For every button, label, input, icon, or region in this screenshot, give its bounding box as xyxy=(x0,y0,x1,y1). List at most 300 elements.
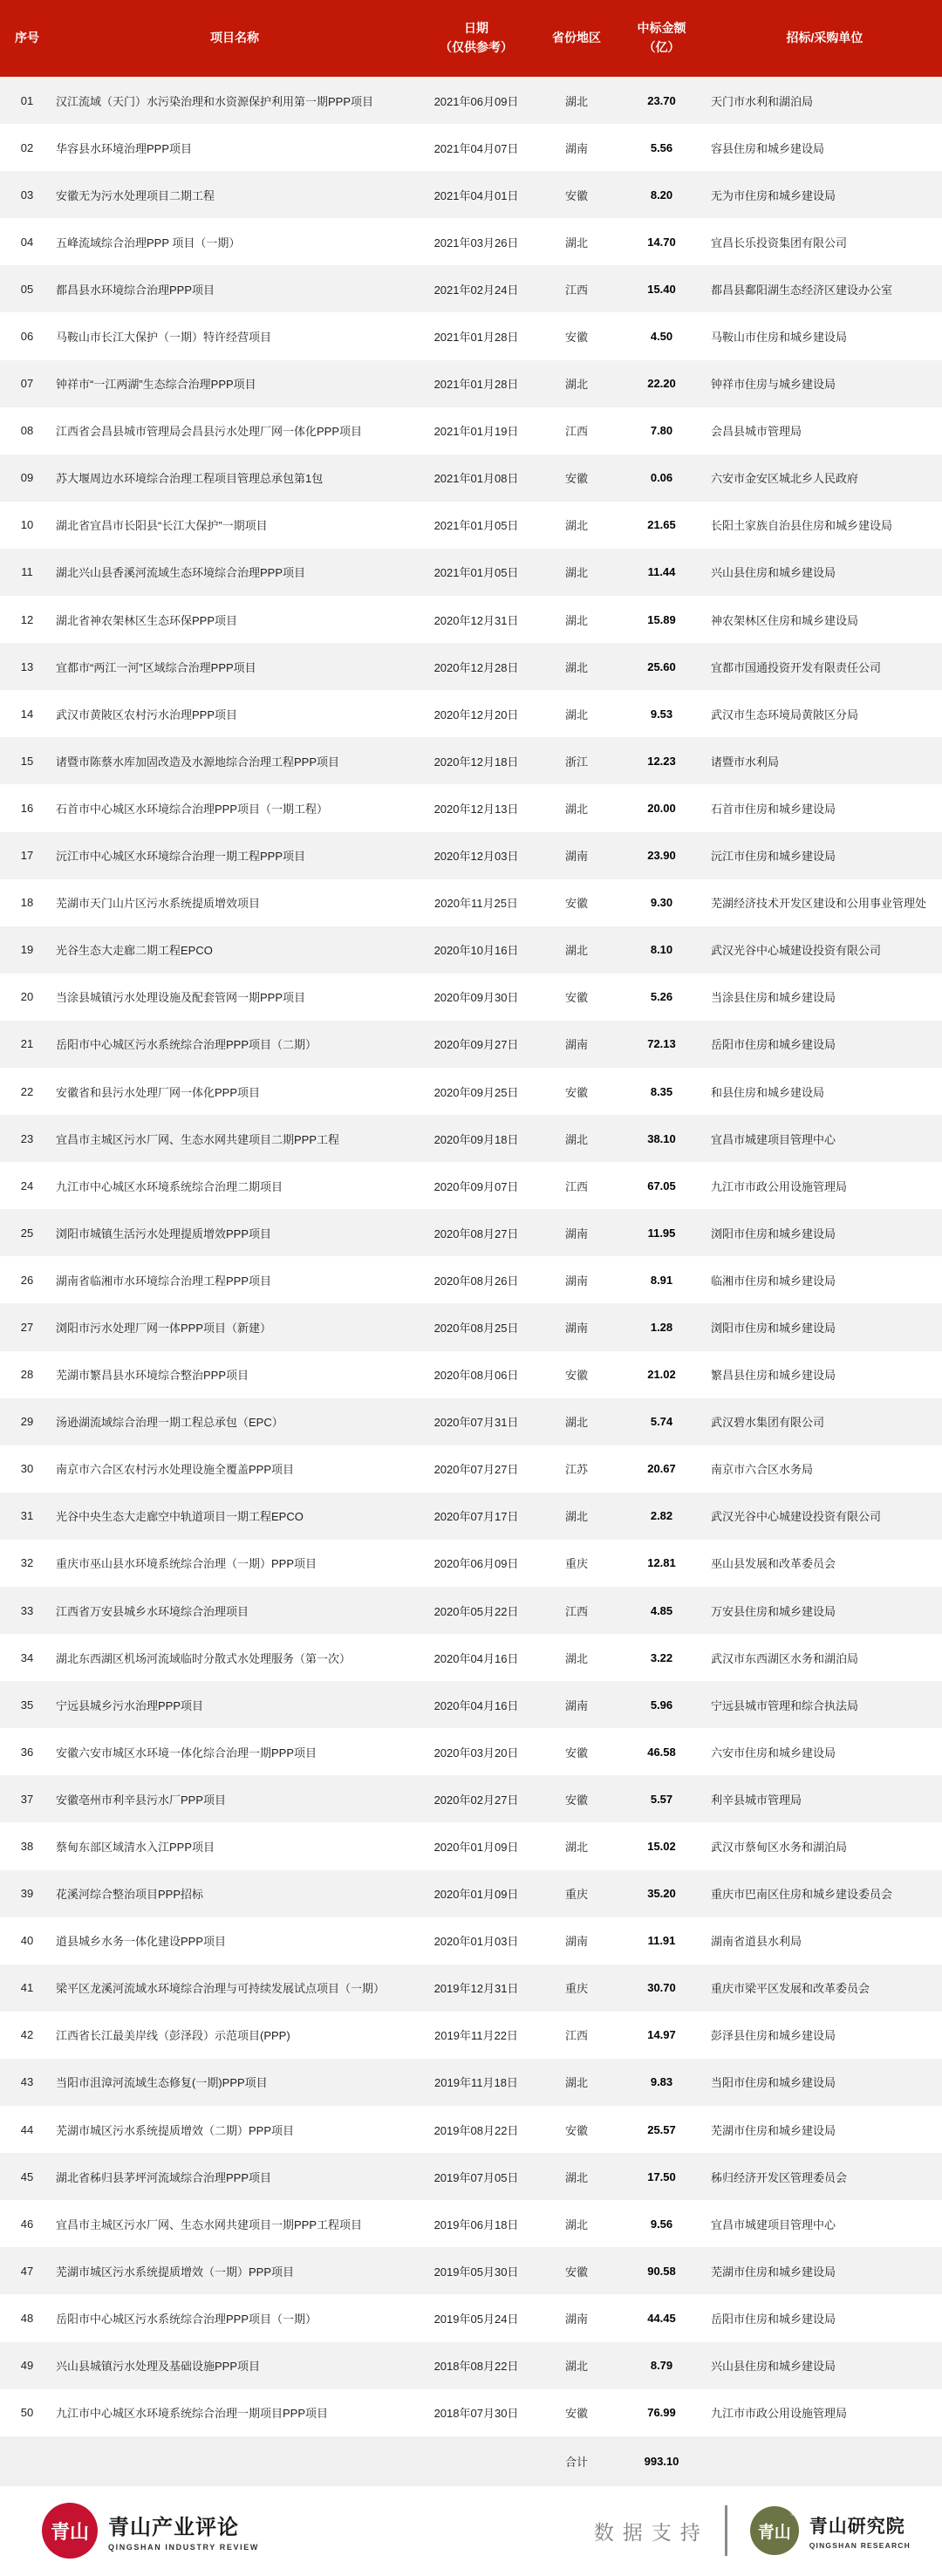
table-row xyxy=(0,1351,942,1398)
row-amount: 11.91 xyxy=(647,1934,676,1948)
row-project-name: 芜湖市城区污水系统提质增效（二期）PPP项目 xyxy=(56,2123,295,2137)
row-date: 2021年01月08日 xyxy=(433,472,519,486)
row-agency: 岳阳市住房和城乡建设局 xyxy=(711,1038,836,1052)
row-agency: 利辛县城市管理局 xyxy=(711,1793,802,1807)
row-project-name: 梁平区龙溪河流域水环境综合治理与可持续发展试点项目（一期） xyxy=(56,1982,386,1996)
table-row xyxy=(0,1021,942,1068)
row-agency: 万安县住房和城乡建设局 xyxy=(711,1604,836,1618)
row-seq: 43 xyxy=(20,2075,34,2089)
row-agency: 六安市金安区城北乡人民政府 xyxy=(711,472,859,486)
row-amount: 20.00 xyxy=(647,801,676,815)
table-row xyxy=(0,1256,942,1303)
table-row xyxy=(0,360,942,407)
row-seq: 31 xyxy=(20,1509,34,1523)
row-amount: 15.02 xyxy=(647,1840,676,1854)
row-agency: 芜湖市住房和城乡建设局 xyxy=(711,2123,836,2137)
row-agency: 天门市水利和湖泊局 xyxy=(711,94,814,108)
row-date: 2020年08月25日 xyxy=(433,1321,519,1335)
row-province: 湖北 xyxy=(564,944,588,958)
row-seq: 23 xyxy=(20,1131,34,1145)
row-date: 2021年06月09日 xyxy=(433,94,519,108)
row-seq: 45 xyxy=(20,2169,34,2183)
row-date: 2021年01月28日 xyxy=(433,331,519,345)
row-date: 2020年01月09日 xyxy=(433,1841,519,1855)
row-date: 2019年07月05日 xyxy=(433,2170,519,2184)
row-seq: 27 xyxy=(20,1320,34,1334)
row-amount: 2.82 xyxy=(650,1509,673,1523)
row-seq: 47 xyxy=(20,2264,34,2278)
row-province: 湖北 xyxy=(564,707,588,721)
row-amount: 8.10 xyxy=(650,943,673,957)
row-agency: 宜昌长乐投资集团有限公司 xyxy=(711,236,848,249)
row-province: 重庆 xyxy=(564,1557,588,1571)
qingshan-research-title: 青山研究院 xyxy=(809,2516,905,2537)
row-seq: 13 xyxy=(20,659,34,673)
row-amount: 21.65 xyxy=(647,518,676,532)
table-row xyxy=(0,926,942,974)
row-seq: 20 xyxy=(20,990,34,1004)
row-agency: 马鞍山市住房和城乡建设局 xyxy=(711,331,848,345)
row-agency: 六安市住房和城乡建设局 xyxy=(711,1746,836,1759)
row-date: 2019年11月18日 xyxy=(434,2076,518,2090)
total-label: 合计 xyxy=(564,2455,588,2469)
row-agency: 芜湖经济技术开发区建设和公用事业管理处 xyxy=(711,897,927,911)
row-agency: 当涂县住房和城乡建设局 xyxy=(711,991,836,1005)
row-agency: 宜都市国通投资开发有限责任公司 xyxy=(711,660,882,674)
row-amount: 23.70 xyxy=(647,93,676,107)
header-amount xyxy=(616,19,707,57)
row-project-name: 道县城乡水务一体化建设PPP项目 xyxy=(56,1935,227,1949)
row-seq: 22 xyxy=(20,1084,34,1098)
row-date: 2020年11月25日 xyxy=(434,897,518,911)
row-agency: 彭泽县住房和城乡建设局 xyxy=(711,2029,836,2043)
row-province: 江西 xyxy=(564,425,588,439)
row-agency: 武汉市东西湖区水务和湖泊局 xyxy=(711,1651,859,1665)
table-row xyxy=(0,2247,942,2294)
row-seq: 36 xyxy=(20,1745,34,1759)
row-province: 重庆 xyxy=(564,1888,588,1902)
row-seq: 24 xyxy=(20,1179,34,1192)
table-row xyxy=(0,549,942,596)
row-agency: 兴山县住房和城乡建设局 xyxy=(711,566,836,580)
header-province: 省份地区 xyxy=(552,31,601,45)
row-amount: 90.58 xyxy=(647,2264,676,2278)
table-header-row xyxy=(0,0,942,77)
row-project-name: 湖北东西湖区机场河流域临时分散式水处理服务（第一次） xyxy=(56,1651,352,1665)
row-project-name: 江西省万安县城乡水环境综合治理项目 xyxy=(56,1604,249,1618)
row-province: 安徽 xyxy=(564,2123,588,2137)
row-agency: 重庆市梁平区发展和改革委员会 xyxy=(711,1982,870,1996)
row-seq: 33 xyxy=(20,1603,34,1617)
header-seq: 序号 xyxy=(15,31,39,45)
qingshan-research-subtitle: QINGSHAN RESEARCH xyxy=(809,2540,911,2550)
row-agency: 秭归经济开发区管理委员会 xyxy=(711,2170,848,2184)
total-value: 993.10 xyxy=(644,2454,679,2468)
row-project-name: 诸暨市陈蔡水库加固改造及水源地综合治理工程PPP项目 xyxy=(56,755,340,769)
header-date-line1: 日期 xyxy=(464,21,488,36)
table-row xyxy=(0,2342,942,2389)
row-amount: 12.23 xyxy=(647,754,676,768)
row-agency: 宁远县城市管理和综合执法局 xyxy=(711,1698,859,1712)
row-seq: 42 xyxy=(20,2028,34,2042)
row-date: 2020年10月16日 xyxy=(433,944,519,958)
table-row xyxy=(0,1587,942,1634)
row-agency: 长阳土家族自治县住房和城乡建设局 xyxy=(711,519,893,533)
row-seq: 35 xyxy=(20,1698,34,1712)
row-province: 湖南 xyxy=(564,1698,588,1712)
table-row xyxy=(0,1493,942,1540)
row-agency: 钟祥市住房与城乡建设局 xyxy=(711,378,836,392)
row-agency: 诸暨市水利局 xyxy=(711,755,780,769)
row-amount: 12.81 xyxy=(647,1556,676,1570)
row-date: 2020年12月03日 xyxy=(433,850,519,864)
row-province: 湖南 xyxy=(564,1935,588,1949)
qingshan-review-brand xyxy=(42,2503,259,2559)
row-project-name: 江西省会昌县城市管理局会昌县污水处理厂网一体化PPP项目 xyxy=(56,425,363,439)
header-amount-line2: （亿） xyxy=(643,40,680,54)
row-project-name: 安徽无为污水处理项目二期工程 xyxy=(56,188,215,202)
row-seq: 12 xyxy=(20,612,34,626)
row-amount: 8.91 xyxy=(650,1273,673,1287)
row-seq: 29 xyxy=(20,1415,34,1429)
row-project-name: 当阳市沮漳河流域生态修复(一期)PPP项目 xyxy=(56,2076,268,2090)
row-project-name: 苏大堰周边水环境综合治理工程项目管理总承包第1包 xyxy=(56,472,324,486)
table-row xyxy=(0,312,942,359)
row-amount: 4.85 xyxy=(650,1603,673,1617)
data-support-label: 数据支持 xyxy=(593,2520,709,2544)
row-agency: 神农架林区住房和城乡建设局 xyxy=(711,613,859,627)
table-row xyxy=(0,1917,942,1964)
row-province: 湖北 xyxy=(564,613,588,627)
row-date: 2019年06月18日 xyxy=(433,2217,519,2231)
row-agency: 芜湖市住房和城乡建设局 xyxy=(711,2265,836,2279)
row-project-name: 岳阳市中心城区污水系统综合治理PPP项目（一期） xyxy=(56,2312,317,2326)
row-seq: 09 xyxy=(20,471,34,485)
table-row xyxy=(0,124,942,171)
row-agency: 岳阳市住房和城乡建设局 xyxy=(711,2312,836,2326)
divider xyxy=(725,2505,727,2556)
row-date: 2021年01月28日 xyxy=(433,378,519,392)
row-date: 2020年09月30日 xyxy=(433,991,519,1005)
row-agency: 武汉碧水集团有限公司 xyxy=(711,1416,825,1430)
table-row xyxy=(0,690,942,737)
row-amount: 22.20 xyxy=(647,377,676,391)
row-date: 2020年07月27日 xyxy=(433,1463,519,1477)
row-date: 2021年04月07日 xyxy=(433,141,519,155)
row-province: 安徽 xyxy=(564,1793,588,1807)
row-amount: 9.56 xyxy=(650,2217,673,2231)
row-project-name: 宁远县城乡污水治理PPP项目 xyxy=(56,1698,204,1712)
row-amount: 9.53 xyxy=(650,707,673,721)
row-seq: 02 xyxy=(20,140,34,154)
table-row xyxy=(0,1870,942,1917)
row-agency: 石首市住房和城乡建设局 xyxy=(711,802,836,816)
row-project-name: 当涂县城镇污水处理设施及配套管网一期PPP项目 xyxy=(56,991,306,1005)
row-province: 安徽 xyxy=(564,472,588,486)
row-province: 安徽 xyxy=(564,2407,588,2421)
registered-mark: ® xyxy=(790,2511,795,2518)
row-province: 湖北 xyxy=(564,236,588,249)
row-date: 2020年08月26日 xyxy=(433,1274,519,1288)
row-province: 安徽 xyxy=(564,331,588,345)
row-province: 湖北 xyxy=(564,1841,588,1855)
row-date: 2020年12月20日 xyxy=(433,707,519,721)
row-agency: 重庆市巴南区住房和城乡建设委员会 xyxy=(711,1888,893,1902)
row-seq: 40 xyxy=(20,1934,34,1948)
row-amount: 0.06 xyxy=(650,471,673,485)
row-agency: 湖南省道县水利局 xyxy=(711,1935,802,1949)
row-province: 湖南 xyxy=(564,1038,588,1052)
row-date: 2020年09月18日 xyxy=(433,1132,519,1146)
row-amount: 14.70 xyxy=(647,235,676,249)
row-seq: 34 xyxy=(20,1650,34,1664)
row-date: 2020年07月31日 xyxy=(433,1416,519,1430)
row-project-name: 芜湖市繁昌县水环境综合整治PPP项目 xyxy=(56,1369,249,1383)
row-seq: 28 xyxy=(20,1368,34,1382)
row-province: 湖北 xyxy=(564,802,588,816)
row-date: 2018年07月30日 xyxy=(433,2407,519,2421)
row-province: 湖北 xyxy=(564,566,588,580)
row-amount: 38.10 xyxy=(647,1131,676,1145)
row-province: 安徽 xyxy=(564,897,588,911)
table-row xyxy=(0,879,942,926)
row-project-name: 光谷中央生态大走廊空中轨道项目一期工程EPCO xyxy=(56,1510,304,1524)
row-amount: 5.26 xyxy=(650,990,673,1004)
row-date: 2019年11月22日 xyxy=(434,2029,518,2043)
row-project-name: 蔡甸东部区域清水入江PPP项目 xyxy=(56,1841,215,1855)
row-amount: 25.57 xyxy=(647,2122,676,2136)
table-row xyxy=(0,1775,942,1822)
row-date: 2019年12月31日 xyxy=(433,1982,519,1996)
footer xyxy=(0,2486,942,2576)
row-amount: 5.74 xyxy=(650,1415,673,1429)
table-row xyxy=(0,1964,942,2012)
table-row xyxy=(0,2106,942,2153)
row-agency: 九江市市政公用设施管理局 xyxy=(711,1179,848,1193)
row-date: 2021年01月19日 xyxy=(433,425,519,439)
row-project-name: 马鞍山市长江大保护（一期）特许经营项目 xyxy=(56,331,272,345)
table-row xyxy=(0,2294,942,2341)
row-seq: 41 xyxy=(20,1981,34,1995)
row-agency: 沅江市住房和城乡建设局 xyxy=(711,850,836,864)
table-row xyxy=(0,2059,942,2106)
row-seq: 32 xyxy=(20,1556,34,1570)
row-province: 安徽 xyxy=(564,1369,588,1383)
logo-glyph: 青山 xyxy=(757,2523,791,2542)
row-date: 2019年08月22日 xyxy=(433,2123,519,2137)
row-seq: 15 xyxy=(20,754,34,768)
table-row xyxy=(0,1303,942,1350)
row-project-name: 九江市中心城区水环境系统综合治理二期项目 xyxy=(56,1179,283,1193)
registered-mark: ® xyxy=(89,2508,94,2515)
row-province: 湖北 xyxy=(564,1132,588,1146)
row-amount: 9.83 xyxy=(650,2075,673,2089)
row-agency: 九江市市政公用设施管理局 xyxy=(711,2407,848,2421)
table-row xyxy=(0,1398,942,1445)
row-amount: 20.67 xyxy=(647,1462,676,1476)
row-date: 2020年04月16日 xyxy=(433,1651,519,1665)
row-project-name: 安徽省和县污水处理厂网一体化PPP项目 xyxy=(56,1085,261,1099)
row-amount: 5.96 xyxy=(650,1698,673,1712)
row-amount: 3.22 xyxy=(650,1650,673,1664)
row-agency: 繁昌县住房和城乡建设局 xyxy=(711,1369,836,1383)
row-project-name: 湖北省宜昌市长阳县“长江大保护”一期项目 xyxy=(56,519,268,533)
table-row xyxy=(0,1728,942,1775)
row-amount: 35.20 xyxy=(647,1887,676,1901)
row-amount: 5.57 xyxy=(650,1792,673,1806)
row-province: 江西 xyxy=(564,1179,588,1193)
table-row xyxy=(0,265,942,312)
row-province: 湖南 xyxy=(564,850,588,864)
row-province: 湖北 xyxy=(564,94,588,108)
row-date: 2020年09月25日 xyxy=(433,1085,519,1099)
row-project-name: 江西省长江最美岸线（彭泽段）示范项目(PPP) xyxy=(56,2029,290,2043)
row-province: 湖南 xyxy=(564,1227,588,1240)
row-amount: 8.20 xyxy=(650,188,673,202)
row-project-name: 浏阳市城镇生活污水处理提质增效PPP项目 xyxy=(56,1227,272,1240)
row-date: 2020年06月09日 xyxy=(433,1557,519,1571)
table-row xyxy=(0,1115,942,1162)
row-agency: 武汉市生态环境局黄陂区分局 xyxy=(711,707,859,721)
row-project-name: 芜湖市天门山片区污水系统提质增效项目 xyxy=(56,897,261,911)
row-date: 2020年03月20日 xyxy=(433,1746,519,1759)
row-date: 2020年12月18日 xyxy=(433,755,519,769)
table-row xyxy=(0,2153,942,2200)
header-date xyxy=(415,19,537,57)
row-amount: 25.60 xyxy=(647,659,676,673)
row-agency: 南京市六合区水务局 xyxy=(711,1463,814,1477)
row-agency: 当阳市住房和城乡建设局 xyxy=(711,2076,836,2090)
row-province: 湖北 xyxy=(564,2170,588,2184)
table-row xyxy=(0,1634,942,1681)
table-row xyxy=(0,1445,942,1493)
row-seq: 30 xyxy=(20,1462,34,1476)
row-seq: 04 xyxy=(20,235,34,249)
row-date: 2020年05月22日 xyxy=(433,1604,519,1618)
row-seq: 19 xyxy=(20,943,34,957)
row-project-name: 兴山县城镇污水处理及基础设施PPP项目 xyxy=(56,2360,261,2374)
table-body xyxy=(0,77,942,2436)
row-project-name: 宜昌市主城区污水厂网、生态水网共建项目二期PPP工程 xyxy=(56,1132,340,1146)
table-row xyxy=(0,643,942,690)
row-seq: 37 xyxy=(20,1792,34,1806)
row-seq: 46 xyxy=(20,2217,34,2231)
data-support-group xyxy=(594,2505,911,2556)
row-project-name: 武汉市黄陂区农村污水治理PPP项目 xyxy=(56,707,238,721)
row-date: 2020年12月31日 xyxy=(433,613,519,627)
row-seq: 01 xyxy=(20,93,34,107)
row-agency: 宜昌市城建项目管理中心 xyxy=(711,2217,836,2231)
row-project-name: 湖北省神农架林区生态环保PPP项目 xyxy=(56,613,238,627)
row-agency: 武汉市蔡甸区水务和湖泊局 xyxy=(711,1841,848,1855)
row-seq: 26 xyxy=(20,1273,34,1287)
table-row xyxy=(0,407,942,454)
row-amount: 76.99 xyxy=(647,2406,676,2420)
row-date: 2018年08月22日 xyxy=(433,2360,519,2374)
row-seq: 06 xyxy=(20,330,34,344)
row-seq: 48 xyxy=(20,2311,34,2325)
table-row xyxy=(0,2200,942,2247)
table-row xyxy=(0,1681,942,1728)
row-agency: 武汉光谷中心城建设投资有限公司 xyxy=(711,1510,882,1524)
row-seq: 39 xyxy=(20,1887,34,1901)
row-province: 湖北 xyxy=(564,378,588,392)
row-date: 2020年04月16日 xyxy=(433,1698,519,1712)
row-project-name: 汤逊湖流域综合治理一期工程总承包（EPC） xyxy=(56,1416,283,1430)
row-province: 安徽 xyxy=(564,1746,588,1759)
row-province: 安徽 xyxy=(564,2265,588,2279)
row-project-name: 浏阳市污水处理厂网一体PPP项目（新建） xyxy=(56,1321,272,1335)
table-row xyxy=(0,77,942,124)
row-amount: 11.95 xyxy=(647,1226,676,1240)
row-date: 2020年01月03日 xyxy=(433,1935,519,1949)
logo-glyph: 青山 xyxy=(50,2520,89,2543)
row-project-name: 五峰流域综合治理PPP 项目（一期） xyxy=(56,236,241,249)
row-date: 2021年03月26日 xyxy=(433,236,519,249)
row-province: 湖南 xyxy=(564,141,588,155)
row-project-name: 光谷生态大走廊二期工程EPCO xyxy=(56,944,213,958)
row-project-name: 钟祥市“一江两湖”生态综合治理PPP项目 xyxy=(56,378,256,392)
row-amount: 44.45 xyxy=(647,2311,676,2325)
row-province: 江西 xyxy=(564,1604,588,1618)
table-row xyxy=(0,1068,942,1115)
row-seq: 21 xyxy=(20,1037,34,1051)
row-amount: 8.35 xyxy=(650,1084,673,1098)
table-row xyxy=(0,737,942,784)
row-seq: 38 xyxy=(20,1840,34,1854)
row-amount: 8.79 xyxy=(650,2359,673,2373)
row-seq: 50 xyxy=(20,2406,34,2420)
row-agency: 会昌县城市管理局 xyxy=(711,425,802,439)
row-project-name: 都昌县水环境综合治理PPP项目 xyxy=(56,283,215,297)
row-project-name: 芜湖市城区污水系统提质增效（一期）PPP项目 xyxy=(56,2265,295,2279)
table-row xyxy=(0,2389,942,2436)
row-province: 湖南 xyxy=(564,2312,588,2326)
row-province: 重庆 xyxy=(564,1982,588,1996)
total-row xyxy=(0,2436,942,2486)
table-row xyxy=(0,832,942,879)
row-date: 2020年07月17日 xyxy=(433,1510,519,1524)
row-project-name: 沅江市中心城区水环境综合治理一期工程PPP项目 xyxy=(56,850,306,864)
row-province: 湖北 xyxy=(564,1510,588,1524)
row-seq: 08 xyxy=(20,424,34,438)
row-province: 湖北 xyxy=(564,1416,588,1430)
row-project-name: 汉江流域（天门）水污染治理和水资源保护利用第一期PPP项目 xyxy=(56,94,374,108)
row-seq: 05 xyxy=(20,282,34,296)
row-amount: 1.28 xyxy=(650,1320,673,1334)
row-date: 2021年02月24日 xyxy=(433,283,519,297)
row-seq: 03 xyxy=(20,188,34,202)
header-amount-line1: 中标金额 xyxy=(637,21,686,36)
header-agency: 招标/采购单位 xyxy=(786,31,864,45)
row-date: 2020年09月07日 xyxy=(433,1179,519,1193)
table-row xyxy=(0,502,942,549)
row-project-name: 花溪河综合整治项目PPP招标 xyxy=(56,1888,204,1902)
row-amount: 23.90 xyxy=(647,849,676,863)
row-amount: 46.58 xyxy=(647,1745,676,1759)
row-project-name: 石首市中心城区水环境综合治理PPP项目（一期工程） xyxy=(56,802,329,816)
row-seq: 11 xyxy=(21,565,33,579)
row-project-name: 华容县水环境治理PPP项目 xyxy=(56,141,193,155)
row-agency: 浏阳市住房和城乡建设局 xyxy=(711,1227,836,1240)
row-date: 2021年01月05日 xyxy=(433,519,519,533)
row-amount: 21.02 xyxy=(647,1368,676,1382)
qingshan-review-logo-icon xyxy=(42,2503,98,2559)
row-province: 江苏 xyxy=(564,1463,588,1477)
row-province: 安徽 xyxy=(564,991,588,1005)
row-agency: 临湘市住房和城乡建设局 xyxy=(711,1274,836,1288)
row-province: 湖北 xyxy=(564,519,588,533)
